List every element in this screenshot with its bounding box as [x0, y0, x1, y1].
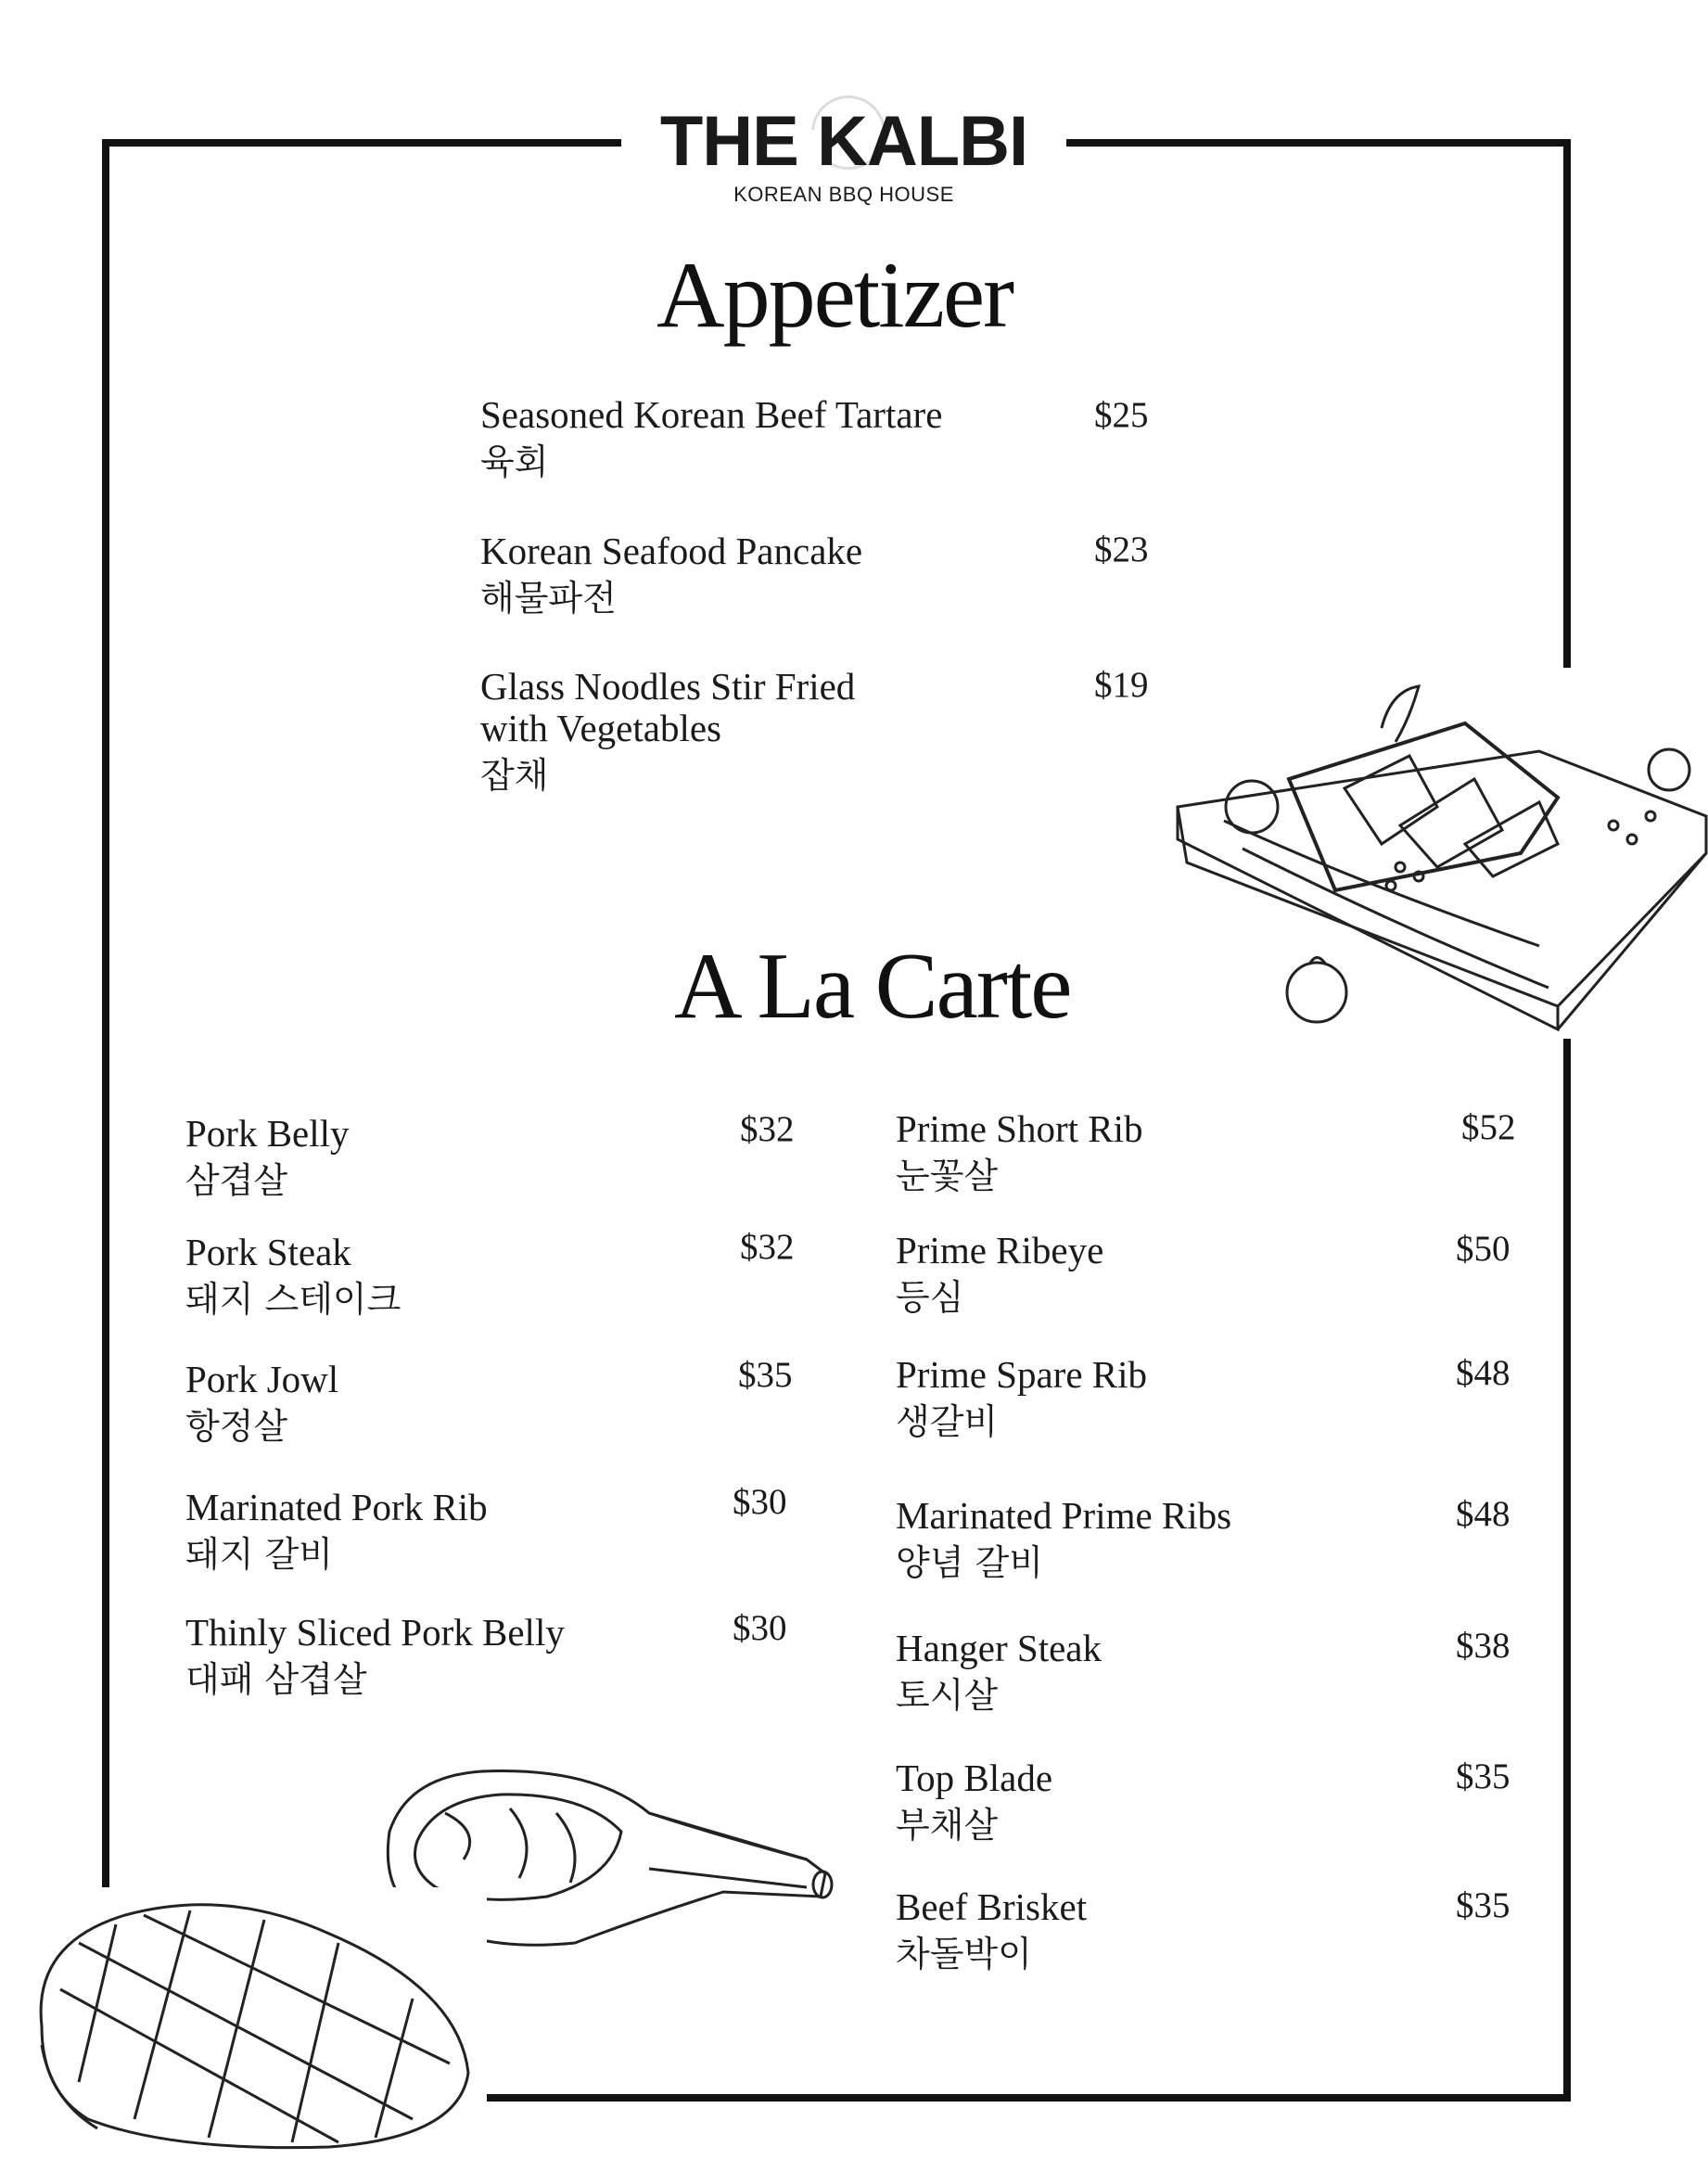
item-korean: 토시살 — [896, 1675, 999, 1717]
steak-board-illustration — [1168, 668, 1708, 1039]
item-korean: 돼지 스테이크 — [185, 1279, 402, 1321]
menu-item — [480, 394, 1074, 482]
item-korean: 눈꽃살 — [896, 1156, 999, 1197]
item-korean: 해물파전 — [480, 578, 617, 620]
item-price: $38 — [1456, 1626, 1510, 1666]
menu-item — [896, 1108, 1143, 1196]
item-price: $50 — [1456, 1229, 1510, 1269]
item-korean: 항정살 — [185, 1406, 288, 1448]
menu-item — [185, 1232, 401, 1320]
item-name: Prime Ribeye — [896, 1229, 1104, 1271]
alacarte-title: A La Carte — [674, 934, 1071, 1039]
item-name: Pork Steak — [185, 1231, 351, 1273]
item-name: Prime Short Rib — [896, 1107, 1143, 1150]
brand-name: THE KALBI — [659, 102, 1028, 181]
item-price: $35 — [738, 1355, 793, 1395]
menu-item — [896, 1230, 1103, 1318]
menu-item — [896, 1886, 1087, 1974]
item-name: Pork Jowl — [185, 1358, 339, 1400]
item-korean: 잡채 — [480, 755, 549, 797]
item-korean: 등심 — [896, 1277, 964, 1319]
menu-item — [185, 1113, 350, 1201]
item-name: Glass Noodles Stir Fried with Vegetables — [480, 665, 856, 750]
item-korean: 차돌박이 — [896, 1934, 1032, 1975]
item-korean: 삼겹살 — [185, 1160, 288, 1202]
item-price: $23 — [1094, 530, 1149, 569]
menu-item — [480, 530, 1074, 619]
menu-item — [896, 1354, 1147, 1442]
menu-item — [185, 1359, 338, 1447]
menu-item — [896, 1495, 1231, 1583]
item-price: $19 — [1094, 665, 1149, 705]
item-price: $32 — [740, 1227, 795, 1267]
brand-subtitle: KOREAN BBQ HOUSE — [733, 183, 954, 206]
item-name: Pork Belly — [185, 1112, 350, 1155]
item-name: Beef Brisket — [896, 1885, 1088, 1928]
item-price: $30 — [733, 1482, 787, 1522]
item-price: $25 — [1094, 395, 1149, 435]
item-korean: 양념 갈비 — [896, 1542, 1043, 1584]
item-price: $52 — [1461, 1107, 1516, 1147]
item-name: Thinly Sliced Pork Belly — [185, 1611, 565, 1654]
item-name: Marinated Prime Ribs — [896, 1494, 1232, 1537]
item-price: $48 — [1456, 1353, 1510, 1393]
item-korean: 돼지 갈비 — [185, 1534, 333, 1576]
item-korean: 대패 삼겹살 — [185, 1659, 367, 1701]
menu-item — [185, 1487, 488, 1575]
menu-item — [185, 1612, 565, 1700]
item-price: $32 — [740, 1109, 795, 1149]
appetizer-title: Appetizer — [656, 243, 1013, 348]
logo — [649, 102, 1039, 207]
menu-item — [480, 666, 1074, 796]
menu-item — [896, 1628, 1102, 1716]
menu-item — [896, 1757, 1052, 1846]
item-name: Top Blade — [896, 1757, 1053, 1799]
item-name: Korean Seafood Pancake — [480, 530, 863, 572]
item-korean: 생갈비 — [896, 1401, 999, 1443]
item-name: Marinated Pork Rib — [185, 1486, 488, 1528]
item-price: $30 — [733, 1608, 787, 1648]
item-korean: 육회 — [480, 441, 549, 483]
item-name: Prime Spare Rib — [896, 1353, 1148, 1396]
item-name: Hanger Steak — [896, 1627, 1102, 1669]
item-price: $48 — [1456, 1494, 1510, 1534]
item-korean: 부채살 — [896, 1805, 999, 1846]
item-price: $35 — [1456, 1885, 1510, 1925]
item-name: Seasoned Korean Beef Tartare — [480, 393, 943, 436]
item-price: $35 — [1456, 1757, 1510, 1796]
grilled-steak-illustration — [23, 1887, 487, 2156]
